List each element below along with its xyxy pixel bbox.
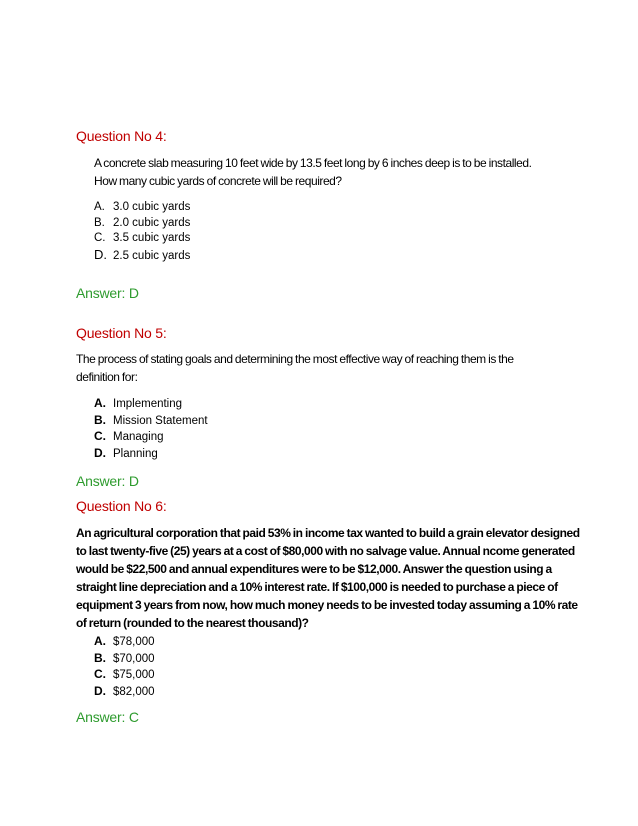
option-text: Mission Statement bbox=[113, 414, 208, 427]
question-4-text bbox=[94, 154, 531, 190]
option-text: Implementing bbox=[113, 398, 183, 410]
option-letter: B. bbox=[94, 412, 106, 427]
question-6-answer: Answer: C bbox=[76, 709, 139, 725]
question-text-line: to last twenty-five (25) years at a cost of $80,000 with no salvage value. Annual ncome generated bbox=[76, 544, 575, 558]
question-text-line: A concrete slab measuring 10 feet wide by 13.5 feet long by 6 inches deep is to be installed. bbox=[94, 156, 532, 170]
question-6-options bbox=[94, 634, 155, 700]
option-letter: D. bbox=[94, 246, 107, 262]
option-c bbox=[94, 667, 155, 684]
option-letter: D. bbox=[94, 683, 106, 698]
option-b bbox=[94, 413, 208, 430]
option-text: $70,000 bbox=[113, 652, 155, 665]
option-text: $82,000 bbox=[113, 685, 155, 698]
option-text: 3.0 cubic yards bbox=[113, 201, 191, 213]
question-4-heading: Question No 4: bbox=[76, 128, 167, 144]
question-text-line: would be $22,500 and annual expenditures were to be $12,000. Answer the question using a bbox=[76, 562, 552, 576]
question-5-heading: Question No 5: bbox=[76, 325, 167, 341]
option-letter: D. bbox=[94, 445, 106, 460]
option-d bbox=[94, 446, 208, 463]
option-text: Planning bbox=[113, 447, 158, 460]
option-text: $78,000 bbox=[113, 636, 155, 648]
question-5-answer: Answer: D bbox=[76, 473, 139, 489]
option-letter: A. bbox=[94, 396, 106, 410]
option-letter: B. bbox=[94, 650, 106, 665]
option-letter: C. bbox=[94, 232, 106, 244]
option-d bbox=[94, 247, 190, 265]
question-text-line: of return (rounded to the nearest thousand)? bbox=[76, 616, 309, 630]
option-text: Managing bbox=[113, 431, 164, 443]
option-c bbox=[94, 429, 208, 446]
option-a bbox=[94, 634, 155, 651]
option-b bbox=[94, 216, 190, 232]
option-letter: C. bbox=[94, 429, 106, 443]
question-text-line: The process of stating goals and determining the most effective way of reaching them is the bbox=[76, 352, 514, 366]
question-text-line: straight line depreciation and a 10% interest rate. If $100,000 is needed to purchase a piece of bbox=[76, 580, 558, 594]
option-letter: C. bbox=[94, 667, 106, 681]
option-letter: B. bbox=[94, 216, 105, 229]
option-letter: A. bbox=[94, 201, 105, 213]
option-c bbox=[94, 231, 190, 247]
option-a bbox=[94, 200, 190, 216]
option-text: 2.0 cubic yards bbox=[113, 216, 191, 229]
question-5-options bbox=[94, 396, 208, 462]
question-5-text bbox=[76, 350, 514, 386]
question-4-options bbox=[94, 200, 190, 264]
option-text: 3.5 cubic yards bbox=[113, 232, 191, 244]
option-b bbox=[94, 651, 155, 668]
option-text: 2.5 cubic yards bbox=[113, 249, 191, 262]
question-4-answer: Answer: D bbox=[76, 285, 139, 301]
question-text-line: How many cubic yards of concrete will be required? bbox=[94, 174, 342, 188]
question-text-line: equipment 3 years from now, how much money needs to be invested today assuming a 10% rate bbox=[76, 598, 578, 612]
option-a bbox=[94, 396, 208, 413]
option-d bbox=[94, 684, 155, 701]
option-text: $75,000 bbox=[113, 669, 155, 681]
question-text-line: An agricultural corporation that paid 53% in income tax wanted to build a grain elevator designed bbox=[76, 526, 580, 540]
option-letter: A. bbox=[94, 634, 106, 648]
question-text-line: definition for: bbox=[76, 370, 138, 384]
question-6-heading: Question No 6: bbox=[76, 498, 167, 514]
question-6-text bbox=[76, 524, 580, 632]
